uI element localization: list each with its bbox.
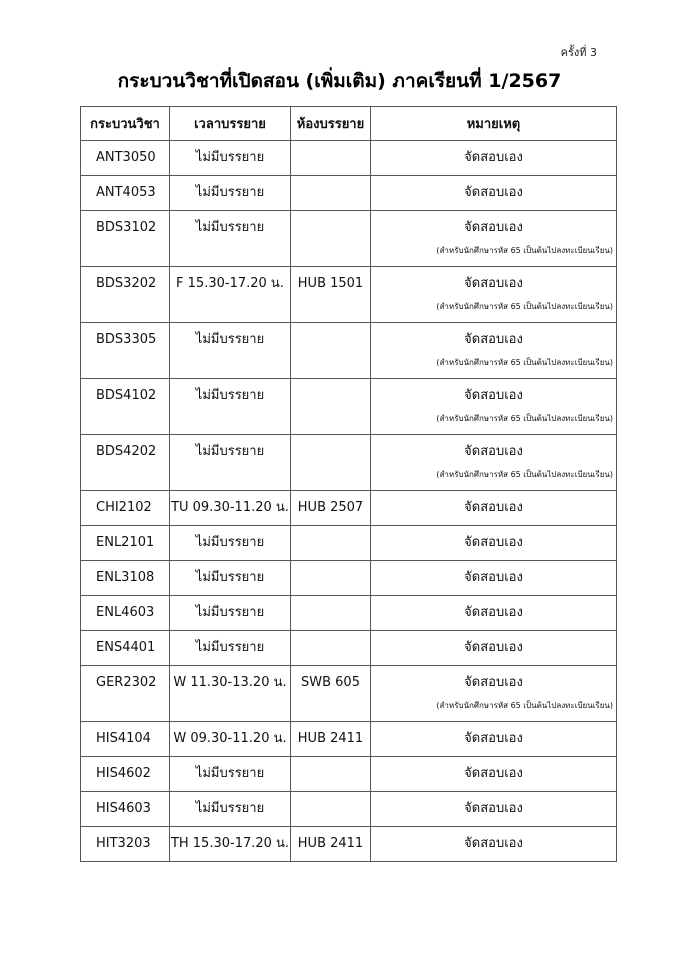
course-code: GER2302 (96, 675, 157, 690)
note-cell (371, 435, 617, 491)
lecture-room (291, 596, 370, 630)
lecture-room (291, 792, 370, 826)
note-cell (371, 561, 617, 596)
table-header-row (81, 107, 617, 141)
lecture-time: ไม่มีบรรยาย (195, 605, 265, 620)
lecture-time-cell (170, 792, 291, 827)
course-code: HIS4602 (96, 766, 151, 781)
table-row (81, 757, 617, 792)
course-code-cell (81, 666, 170, 722)
lecture-time-cell (170, 323, 291, 379)
lecture-time: TU 09.30-11.20 น. (171, 500, 289, 515)
table-row (81, 267, 617, 323)
lecture-room-cell (291, 827, 371, 862)
lecture-time-cell (170, 141, 291, 176)
table-row (81, 561, 617, 596)
course-code: BDS3202 (96, 276, 157, 291)
lecture-time: TH 15.30-17.20 น. (170, 836, 290, 851)
lecture-room-cell (291, 757, 371, 792)
note-cell (371, 491, 617, 526)
table-row (81, 176, 617, 211)
note-text: จัดสอบเอง (464, 535, 523, 550)
lecture-time: W 09.30-11.20 น. (173, 731, 287, 746)
course-code: ANT3050 (96, 150, 156, 165)
course-code-cell (81, 491, 170, 526)
table-row (81, 631, 617, 666)
lecture-time: ไม่มีบรรยาย (195, 332, 265, 347)
note-text: จัดสอบเอง (464, 675, 523, 690)
lecture-time: ไม่มีบรรยาย (195, 185, 265, 200)
note-text: จัดสอบเอง (464, 444, 523, 459)
table-row (81, 141, 617, 176)
note-cell (371, 379, 617, 435)
note-subtext: (สำหรับนักศึกษารหัส 65 เป็นต้นไปลงทะเบียนเรียน) (436, 470, 613, 479)
lecture-time-cell (170, 267, 291, 323)
lecture-time: ไม่มีบรรยาย (195, 570, 265, 585)
course-code: HIS4104 (96, 731, 151, 746)
table-row (81, 722, 617, 757)
note-text: จัดสอบเอง (464, 570, 523, 585)
lecture-room-cell (291, 666, 371, 722)
lecture-room (291, 176, 370, 210)
lecture-time-cell (170, 666, 291, 722)
lecture-room: HUB 2411 (297, 836, 364, 851)
note-text: จัดสอบเอง (464, 605, 523, 620)
lecture-room-cell (291, 379, 371, 435)
lecture-time-cell (170, 722, 291, 757)
course-code-cell (81, 379, 170, 435)
note-cell (371, 666, 617, 722)
course-code: BDS3102 (96, 220, 157, 235)
lecture-time-cell (170, 561, 291, 596)
lecture-room-cell (291, 323, 371, 379)
course-code: ENL2101 (96, 535, 155, 550)
lecture-time-cell (170, 596, 291, 631)
course-code: HIT3203 (96, 836, 151, 851)
note-text: จัดสอบเอง (464, 731, 523, 746)
table-row (81, 435, 617, 491)
lecture-time-cell (170, 757, 291, 792)
lecture-time-cell (170, 631, 291, 666)
lecture-room-cell (291, 435, 371, 491)
note-text: จัดสอบเอง (464, 220, 523, 235)
note-text: จัดสอบเอง (464, 276, 523, 291)
course-code-cell (81, 631, 170, 666)
lecture-room-cell (291, 596, 371, 631)
lecture-room: HUB 1501 (297, 276, 364, 291)
course-code-cell (81, 792, 170, 827)
lecture-time: ไม่มีบรรยาย (195, 766, 265, 781)
lecture-room-cell (291, 141, 371, 176)
table-row (81, 596, 617, 631)
course-code-cell (81, 526, 170, 561)
lecture-time-cell (170, 491, 291, 526)
note-cell (371, 211, 617, 267)
note-text: จัดสอบเอง (464, 150, 523, 165)
lecture-time-cell (170, 827, 291, 862)
lecture-room (291, 211, 370, 266)
course-code: ENL4603 (96, 605, 155, 620)
lecture-room (291, 757, 370, 791)
note-cell (371, 722, 617, 757)
note-cell (371, 267, 617, 323)
lecture-time: ไม่มีบรรยาย (195, 150, 265, 165)
note-cell (371, 176, 617, 211)
column-header-time: เวลาบรรยาย (170, 107, 291, 141)
note-subtext: (สำหรับนักศึกษารหัส 65 เป็นต้นไปลงทะเบียนเรียน) (436, 701, 613, 710)
lecture-room (291, 323, 370, 378)
note-text: จัดสอบเอง (464, 500, 523, 515)
note-cell (371, 827, 617, 862)
course-code-cell (81, 141, 170, 176)
lecture-room-cell (291, 526, 371, 561)
course-code: ANT4053 (96, 185, 156, 200)
course-code-cell (81, 596, 170, 631)
lecture-room (291, 561, 370, 595)
note-cell (371, 631, 617, 666)
lecture-room (291, 435, 370, 490)
note-subtext: (สำหรับนักศึกษารหัส 65 เป็นต้นไปลงทะเบียนเรียน) (436, 302, 613, 311)
lecture-time-cell (170, 379, 291, 435)
course-code-cell (81, 757, 170, 792)
note-subtext: (สำหรับนักศึกษารหัส 65 เป็นต้นไปลงทะเบียนเรียน) (436, 358, 613, 367)
lecture-room (291, 141, 370, 175)
table-row (81, 323, 617, 379)
course-code: HIS4603 (96, 801, 151, 816)
note-cell (371, 526, 617, 561)
note-text: จัดสอบเอง (464, 801, 523, 816)
lecture-room: HUB 2411 (297, 731, 364, 746)
lecture-room-cell (291, 792, 371, 827)
lecture-time: ไม่มีบรรยาย (195, 220, 265, 235)
course-code-cell (81, 722, 170, 757)
note-cell (371, 323, 617, 379)
course-code: BDS4202 (96, 444, 157, 459)
course-code: ENS4401 (96, 640, 156, 655)
course-code-cell (81, 323, 170, 379)
table-row (81, 666, 617, 722)
column-header-course: กระบวนวิชา (81, 107, 170, 141)
lecture-time-cell (170, 526, 291, 561)
page-title: กระบวนวิชาที่เปิดสอน (เพิ่มเติม) ภาคเรียนที่ 1/2567 (117, 70, 562, 92)
table-row (81, 379, 617, 435)
note-text: จัดสอบเอง (464, 185, 523, 200)
course-code-cell (81, 561, 170, 596)
table-row (81, 491, 617, 526)
course-code-cell (81, 435, 170, 491)
lecture-time-cell (170, 211, 291, 267)
lecture-room-cell (291, 267, 371, 323)
lecture-room: HUB 2507 (297, 500, 364, 515)
note-cell (371, 757, 617, 792)
course-code: BDS3305 (96, 332, 157, 347)
lecture-time: W 11.30-13.20 น. (173, 675, 287, 690)
column-header-note: หมายเหตุ (371, 107, 617, 141)
course-code-cell (81, 827, 170, 862)
course-code-cell (81, 176, 170, 211)
course-code-cell (81, 211, 170, 267)
note-subtext: (สำหรับนักศึกษารหัส 65 เป็นต้นไปลงทะเบียนเรียน) (436, 246, 613, 255)
lecture-time: ไม่มีบรรยาย (195, 388, 265, 403)
round-label: ครั้งที่ 3 (560, 46, 597, 59)
lecture-time-cell (170, 435, 291, 491)
column-header-room: ห้องบรรยาย (291, 107, 371, 141)
lecture-room (291, 379, 370, 434)
lecture-room-cell (291, 176, 371, 211)
lecture-room-cell (291, 491, 371, 526)
lecture-room-cell (291, 211, 371, 267)
note-text: จัดสอบเอง (464, 388, 523, 403)
lecture-room-cell (291, 631, 371, 666)
course-code: CHI2102 (96, 500, 152, 515)
note-cell (371, 792, 617, 827)
lecture-time: ไม่มีบรรยาย (195, 535, 265, 550)
lecture-time: ไม่มีบรรยาย (195, 640, 265, 655)
table-row (81, 526, 617, 561)
note-text: จัดสอบเอง (464, 640, 523, 655)
note-subtext: (สำหรับนักศึกษารหัส 65 เป็นต้นไปลงทะเบียนเรียน) (436, 414, 613, 423)
note-cell (371, 596, 617, 631)
table-row (81, 211, 617, 267)
lecture-room (291, 631, 370, 665)
course-code: ENL3108 (96, 570, 155, 585)
lecture-time: ไม่มีบรรยาย (195, 444, 265, 459)
note-text: จัดสอบเอง (464, 836, 523, 851)
lecture-time-cell (170, 176, 291, 211)
lecture-room-cell (291, 722, 371, 757)
course-table (80, 106, 617, 862)
lecture-room-cell (291, 561, 371, 596)
lecture-room: SWB 605 (301, 675, 360, 690)
lecture-time: F 15.30-17.20 น. (176, 276, 284, 291)
table-row (81, 827, 617, 862)
lecture-time: ไม่มีบรรยาย (195, 801, 265, 816)
note-text: จัดสอบเอง (464, 766, 523, 781)
table-row (81, 792, 617, 827)
note-text: จัดสอบเอง (464, 332, 523, 347)
course-code-cell (81, 267, 170, 323)
note-cell (371, 141, 617, 176)
course-code: BDS4102 (96, 388, 157, 403)
lecture-room (291, 526, 370, 560)
